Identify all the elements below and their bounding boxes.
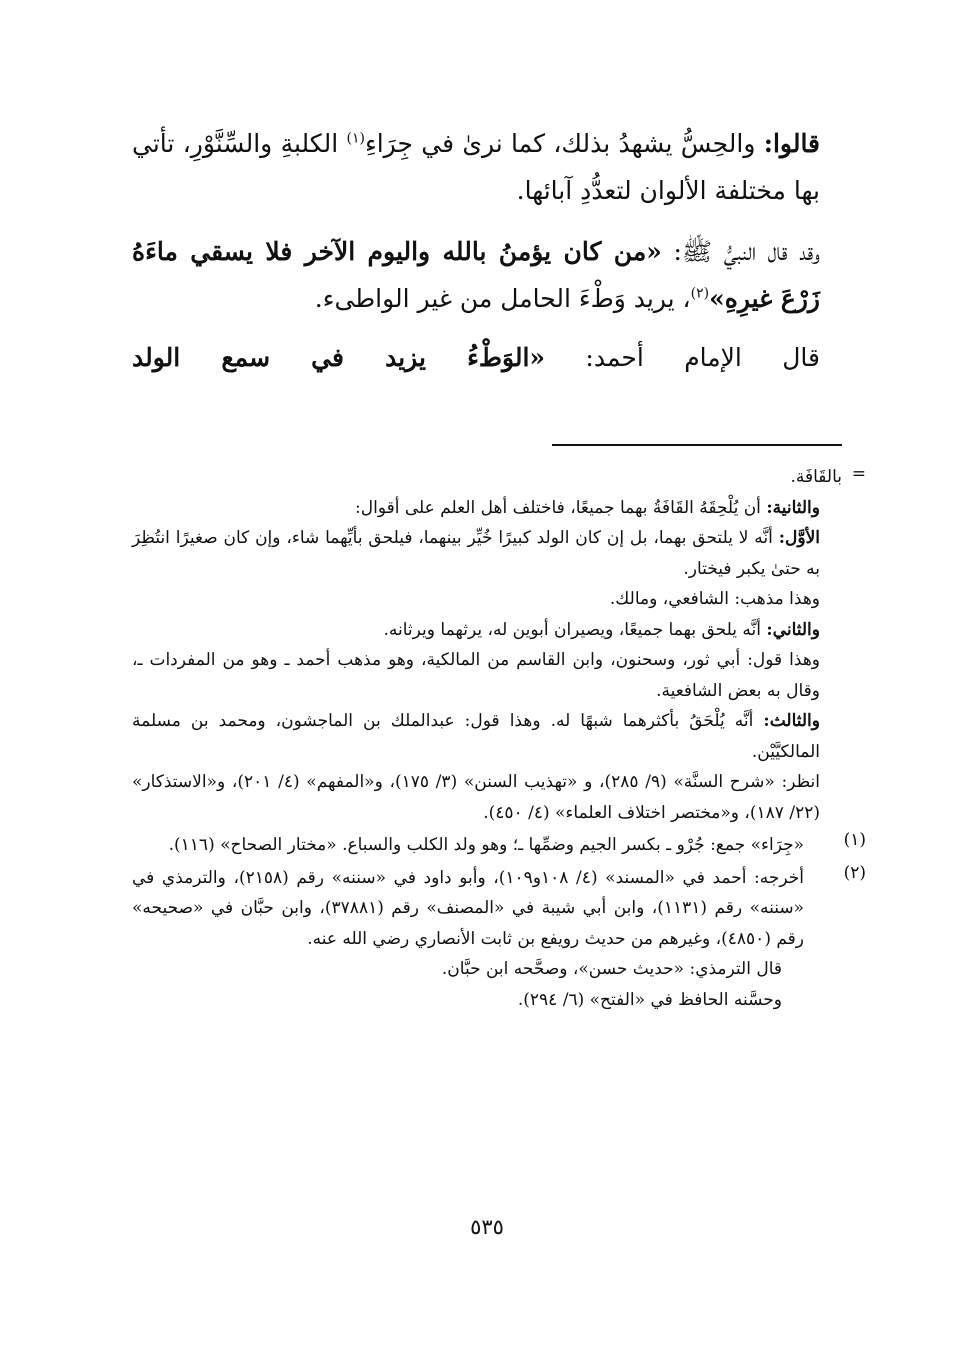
footnote-ref-2[interactable]: (٢) [690,285,710,302]
footnote-1 [132,830,866,861]
footnote-text: قال الترمذي: «حديث حسن»، وصحَّحه ابن حبَّان. [441,959,782,979]
paragraph-ahmad [132,334,842,381]
note-line [132,615,842,646]
note-line: انظر: «شرح السنَّة» (٩/ ٢٨٥)، و «تهذيب السنن» (٣/ ١٧٥)، و«المفهم» (٤/ ٢٠١)، و«الاستذكار» (٢٢/ ١٨٧)، و«مختصر اختلاف العلماء» (٤/ ٤٥٠). [132,772,820,823]
speaker-label: قالوا: [763,129,821,158]
ahmad-quote: «الوَطْءُ يزيد في سمع الولد [132,343,546,372]
footnote-2 [132,862,866,1016]
note-heading: والثالث: [763,711,820,731]
book-page [132,120,866,1280]
note-line [132,493,842,524]
note-text: أنَّه يُلْحَقُ بأكثرهما شبهًا له. وهذا قول: عبدالملك بن الماجشون، ومحمد بن مسلمة المالكيَّيْن. [132,711,820,762]
note-heading: والثانية: [766,497,820,518]
main-text [132,120,842,381]
note-line: بالقَافَة. [790,467,842,487]
note-text: أن يُلْحِقَهُ القَافَةُ بهما جميعًا، فاختلف أهل العلم على أقوال: [355,497,767,518]
note-heading: الأوَّل: [778,528,820,548]
footnote-number: (٢) [843,862,866,883]
paragraph-lead: قال الإمام أحمد: [545,343,820,372]
footnote-text: «جِرَاء» جمع: جُرْو ـ بكسر الجيم وضمِّها ـ؛ وهو ولد الكلب والسباع. «مختار الصحاح» (١١٦). [168,835,804,855]
note-heading: والثاني: [766,619,820,640]
note-line [132,523,842,584]
footnote-text: أخرجه: أحمد في «المسند» (٤/ ١٠٨و١٠٩)، وأبو داود في «سننه» رقم (٢١٥٨)، والترمذي في «سننه» رقم (١١٣١)، وابن أبي شيبة في «المصنف» رقم (٣٧٨٨١)، وابن حبَّان في «صحيحه» رقم (٤٨٥٠)، وغيرهم من حديث رويفع بن ثابت الأنصاري رضي الله عنه. [132,867,805,949]
footnote-ref-1[interactable]: (١) [346,130,365,147]
note-line: وهذا قول: أبي ثور، وسحنون، وابن القاسم من المالكية، وهو مذهب أحمد ـ وهو من المفردات ـ، وقال به بعض الشافعية. [132,650,820,701]
paragraph-text: ، يريد وَطْءَ الحامل من غير الواطىء. [314,284,691,313]
paragraph-qalu [132,120,842,214]
continuation-mark: = [851,464,866,484]
footnotes-area [132,462,866,1015]
paragraph-text: والحِسُّ يشهدُ بذلك، كما نرىٰ في جِرَاءِ [364,129,764,158]
footnote-number: (١) [843,830,866,850]
hadith-quote: «من كان يؤمنُ بالله واليوم الآخر فلا يسقي ماءَهُ زَرْعَ غيرِهِ» [132,237,820,313]
page-number: ٥٣٥ [470,1215,504,1239]
footnote-text: وحسَّنه الحافظ في «الفتح» (٦/ ٢٩٤). [517,989,782,1010]
paragraph-hadith [132,228,842,322]
paragraph-lead: وقد قال النبيُّ ﷺ: [661,237,820,266]
note-line [132,706,842,767]
note-text: أنَّه يلحق بهما جميعًا، ويصيران أبوين له، يرثهما ويرثانه. [383,619,767,640]
note-line: وهذا مذهب: الشافعي، ومالك. [609,589,820,609]
paragraph-text: الكلبةِ والسِّنَّوْرِ، تأتي بها مختلفة الألوان لتعدُّدِ آبائها. [132,129,820,205]
note-text: أنَّه لا يلتحق بهما، بل إن كان الولد كبيرًا خُيِّر بينهما، فيلحق بأيِّهما شاء، وإن كان صغيرًا انتُظِرَ به حتىٰ يكبر فيختار. [132,528,820,579]
footnote-separator [552,444,842,446]
